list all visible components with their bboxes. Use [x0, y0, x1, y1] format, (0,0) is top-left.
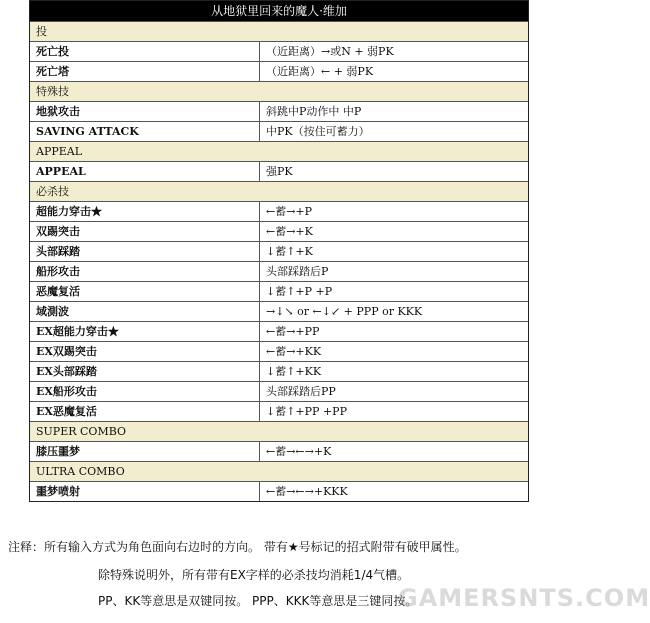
- move-input: ←蓄→+P: [266, 205, 313, 218]
- table-row: [30, 61, 528, 81]
- section-label: ULTRA COMBO: [36, 465, 125, 478]
- move-input: ←蓄→←→+K: [266, 445, 332, 458]
- table-row: [30, 161, 528, 181]
- move-input: →↓↘ or ←↓↙ + PPP or KKK: [266, 305, 423, 318]
- move-name: EX双踢突击: [30, 342, 260, 361]
- move-input: ←蓄→+KK: [266, 345, 322, 358]
- section-header: [30, 421, 528, 441]
- note-line-2: 除特殊说明外，所有带有EX字样的必杀技均消耗1/4气槽。: [98, 568, 410, 582]
- move-name: SAVING ATTACK: [30, 122, 260, 141]
- move-input: ←蓄→+K: [266, 225, 313, 238]
- note-line-1: 注释：所有输入方式为角色面向右边时的方向。 带有★号标记的招式附带有破甲属性。: [8, 540, 467, 554]
- move-input: ←蓄→←→+KKK: [266, 485, 348, 498]
- move-input: 斜跳中P动作中 中P: [266, 105, 362, 118]
- table-row: [30, 121, 528, 141]
- note-line-3: PP、KK等意思是双键同按。 PPP、KKK等意思是三键同按。: [98, 594, 418, 608]
- move-name: EX恶魔复活: [30, 402, 260, 421]
- section-header: [30, 461, 528, 481]
- section-header: [30, 181, 528, 201]
- table-row: [30, 41, 528, 61]
- table-row: [30, 301, 528, 321]
- table-row: [30, 481, 528, 501]
- move-name: APPEAL: [30, 162, 260, 181]
- move-input: （近距离）→或N + 弱PK: [266, 45, 394, 58]
- section-label: SUPER COMBO: [36, 425, 127, 438]
- table-row: [30, 261, 528, 281]
- table-row: [30, 401, 528, 421]
- move-name: EX头部踩踏: [30, 362, 260, 381]
- move-input: ↓蓄↑+P +P: [266, 285, 333, 298]
- move-input: ↓蓄↑+PP +PP: [266, 405, 347, 418]
- move-name: 地狱攻击: [30, 102, 260, 121]
- move-name: 膝压噩梦: [30, 442, 260, 461]
- move-name: 船形攻击: [30, 262, 260, 281]
- move-name: 死亡塔: [30, 62, 260, 81]
- section-label: 投: [36, 25, 47, 38]
- section-label: 必杀技: [36, 185, 69, 198]
- table-body: [30, 21, 528, 501]
- move-name: EX超能力穿击★: [30, 322, 260, 341]
- move-input: （近距离）← + 弱PK: [266, 65, 374, 78]
- table-row: [30, 381, 528, 401]
- section-label: 特殊技: [36, 85, 69, 98]
- section-header: [30, 21, 528, 41]
- table-row: [30, 221, 528, 241]
- move-input: ↓蓄↑+K: [266, 245, 313, 258]
- section-label: APPEAL: [36, 145, 83, 158]
- move-name: 头部踩踏: [30, 242, 260, 261]
- move-name: 恶魔复活: [30, 282, 260, 301]
- move-name: 双踢突击: [30, 222, 260, 241]
- table-title: 从地狱里回来的魔人·维加: [30, 1, 528, 21]
- move-input: 头部踩踏后PP: [266, 385, 336, 398]
- table-row: [30, 441, 528, 461]
- table-row: [30, 361, 528, 381]
- move-input: ←蓄→+PP: [266, 325, 320, 338]
- move-list-table: [29, 0, 529, 502]
- move-name: 死亡投: [30, 42, 260, 61]
- section-header: [30, 141, 528, 161]
- table-row: [30, 321, 528, 341]
- move-name: 域測波: [30, 302, 260, 321]
- move-name: EX船形攻击: [30, 382, 260, 401]
- move-input: 头部踩踏后P: [266, 265, 329, 278]
- table-row: [30, 241, 528, 261]
- move-input: ↓蓄↑+KK: [266, 365, 322, 378]
- move-input: 强PK: [266, 165, 293, 178]
- table-row: [30, 201, 528, 221]
- section-header: [30, 81, 528, 101]
- table-row: [30, 341, 528, 361]
- move-name: 噩梦喷射: [30, 482, 260, 501]
- move-input: 中PK（按住可蓄力）: [266, 125, 370, 138]
- watermark: GAMERSNTS.COM: [398, 584, 650, 612]
- move-name: 超能力穿击★: [30, 202, 260, 221]
- table-row: [30, 281, 528, 301]
- table-row: [30, 101, 528, 121]
